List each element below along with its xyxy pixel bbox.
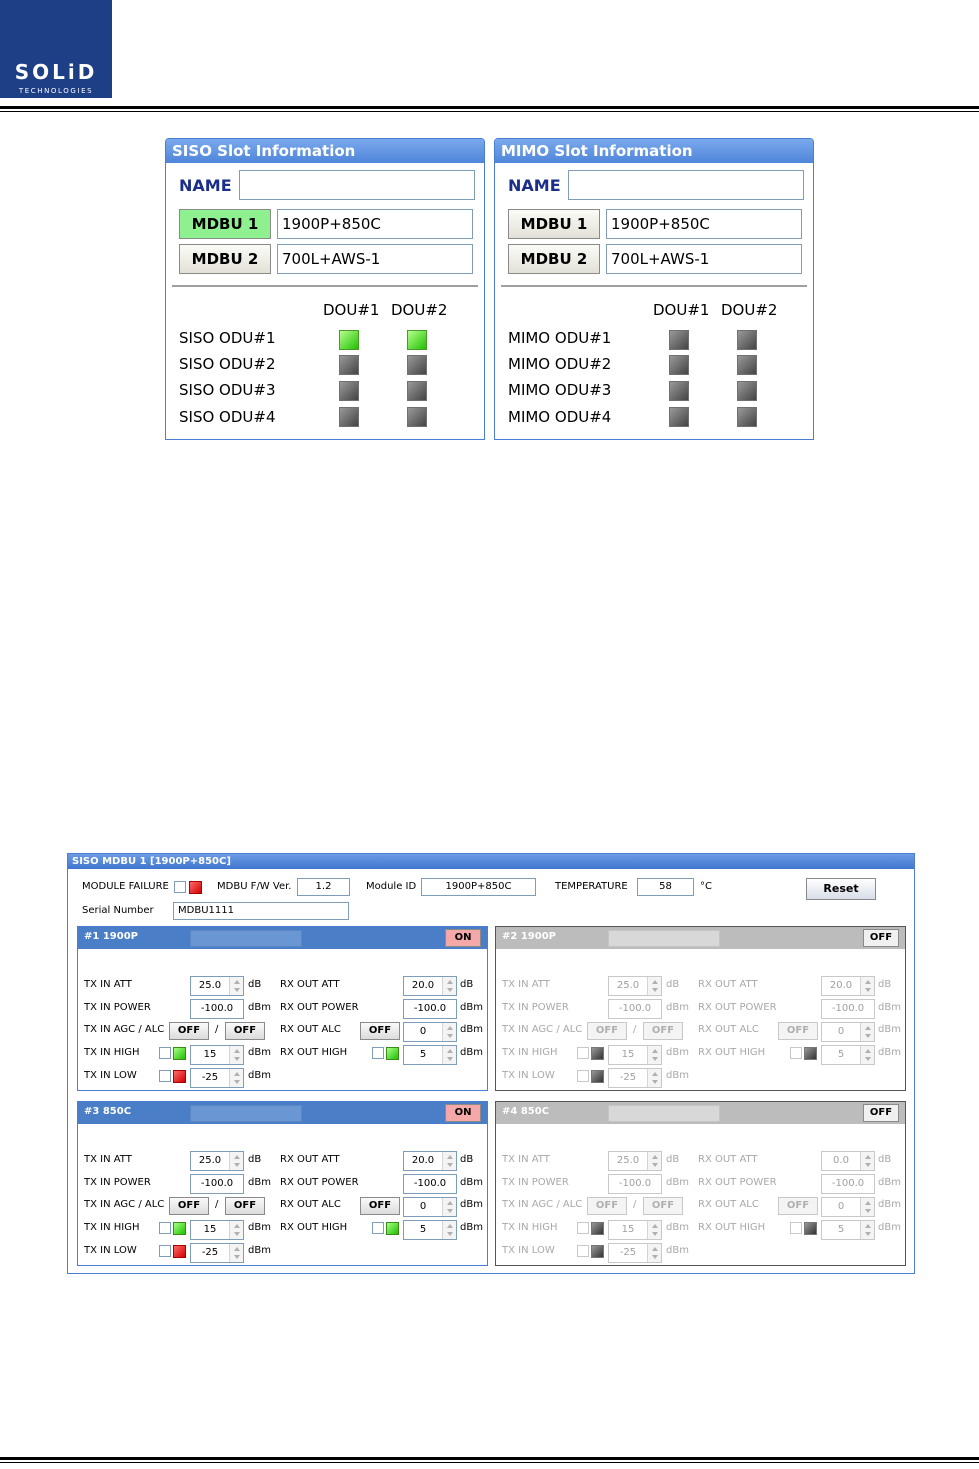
- rx-out-att-spinner[interactable]: 20.0: [403, 1151, 457, 1171]
- mdbu-window-title: SISO MDBU 1 [1900P+850C]: [68, 854, 914, 869]
- footer-rule-thin: [0, 1462, 979, 1463]
- tx-in-low-led: [173, 1070, 186, 1083]
- channel-status-bar: [608, 930, 720, 947]
- tx-in-power-unit: dBm: [666, 1002, 689, 1013]
- siso-separator: [172, 285, 478, 287]
- channel-title: #4 850C: [502, 1106, 550, 1117]
- rx-out-power-label: RX OUT POWER: [280, 1177, 359, 1188]
- tx-in-power-label: TX IN POWER: [502, 1002, 569, 1013]
- agc-alc-separator: /: [215, 1024, 219, 1035]
- tx-in-low-spinner[interactable]: -25: [608, 1068, 662, 1088]
- rx-out-power-unit: dBm: [460, 1177, 483, 1188]
- tx-in-high-led: [173, 1222, 186, 1235]
- tx-in-low-led: [591, 1070, 604, 1083]
- tx-in-power-field: -100.0: [190, 1174, 244, 1194]
- rx-out-alc-label: RX OUT ALC: [698, 1024, 759, 1035]
- siso-odu2-dou1-led: [339, 355, 359, 375]
- tx-in-power-label: TX IN POWER: [84, 1002, 151, 1013]
- temperature-field[interactable]: 58: [637, 878, 694, 896]
- tx-in-low-spinner[interactable]: -25: [190, 1243, 244, 1263]
- tx-in-high-label: TX IN HIGH: [502, 1222, 558, 1233]
- rx-out-alc-button[interactable]: OFF: [360, 1197, 400, 1215]
- mimo-slot-panel: [494, 138, 814, 440]
- tx-in-power-field: -100.0: [608, 999, 662, 1019]
- siso-odu-label: SISO ODU#1: [179, 329, 276, 347]
- siso-name-field[interactable]: [239, 170, 475, 200]
- siso-name-label: NAME: [179, 175, 232, 195]
- rx-out-high-led: [804, 1222, 817, 1235]
- rx-out-att-unit: dB: [460, 979, 474, 990]
- tx-in-att-label: TX IN ATT: [84, 1154, 132, 1165]
- tx-in-agc-button[interactable]: OFF: [169, 1022, 209, 1040]
- mimo-odu3-dou1-led: [669, 381, 689, 401]
- tx-in-low-label: TX IN LOW: [84, 1070, 137, 1081]
- mimo-odu4-dou2-led: [737, 407, 757, 427]
- siso-odu3-dou2-led: [407, 381, 427, 401]
- tx-in-high-unit: dBm: [248, 1222, 271, 1233]
- rx-out-alc-label: RX OUT ALC: [280, 1199, 341, 1210]
- tx-in-high-led: [591, 1222, 604, 1235]
- tx-in-high-spinner[interactable]: 15: [190, 1220, 244, 1240]
- rx-out-power-label: RX OUT POWER: [698, 1177, 777, 1188]
- tx-in-low-label: TX IN LOW: [502, 1070, 555, 1081]
- rx-out-high-label: RX OUT HIGH: [698, 1222, 766, 1233]
- rx-out-alc-unit: dBm: [460, 1024, 483, 1035]
- logo-text: SOLiD: [14, 60, 98, 84]
- mimo-odu-label: MIMO ODU#2: [508, 355, 612, 373]
- mimo-slot-title: MIMO Slot Information: [495, 139, 813, 163]
- tx-in-high-unit: dBm: [666, 1047, 689, 1058]
- tx-in-high-spinner[interactable]: 15: [608, 1045, 662, 1065]
- rx-out-alc-button[interactable]: OFF: [778, 1022, 818, 1040]
- rx-out-alc-spinner[interactable]: 0: [403, 1197, 457, 1217]
- tx-in-high-checkbox[interactable]: [159, 1047, 171, 1059]
- tx-in-power-field: -100.0: [608, 1174, 662, 1194]
- rx-out-att-spinner[interactable]: 0.0: [821, 1151, 875, 1171]
- rx-out-alc-unit: dBm: [878, 1199, 901, 1210]
- tx-in-att-spinner[interactable]: 25.0: [608, 1151, 662, 1171]
- rx-out-power-unit: dBm: [460, 1002, 483, 1013]
- temperature-label: TEMPERATURE: [555, 881, 628, 892]
- module-id-label: Module ID: [366, 881, 417, 892]
- rx-out-att-label: RX OUT ATT: [698, 1154, 758, 1165]
- tx-in-low-spinner[interactable]: -25: [190, 1068, 244, 1088]
- mimo-dou1-header: DOU#1: [653, 301, 710, 319]
- rx-out-high-unit: dBm: [460, 1047, 483, 1058]
- rx-out-high-label: RX OUT HIGH: [280, 1047, 348, 1058]
- tx-in-alc-button[interactable]: OFF: [225, 1197, 265, 1215]
- tx-in-high-spinner[interactable]: 15: [608, 1220, 662, 1240]
- rx-out-high-checkbox[interactable]: [372, 1222, 384, 1234]
- mimo-odu2-dou2-led: [737, 355, 757, 375]
- rx-out-power-field: -100.0: [821, 1174, 875, 1194]
- temperature-unit: °C: [700, 881, 712, 892]
- rx-out-high-led: [386, 1222, 399, 1235]
- rx-out-alc-label: RX OUT ALC: [698, 1199, 759, 1210]
- tx-in-high-label: TX IN HIGH: [502, 1047, 558, 1058]
- rx-out-att-spinner[interactable]: 20.0: [821, 976, 875, 996]
- mimo-dou2-header: DOU#2: [721, 301, 778, 319]
- module-failure-led: [189, 881, 202, 894]
- tx-in-high-checkbox[interactable]: [577, 1222, 589, 1234]
- mimo-odu4-dou1-led: [669, 407, 689, 427]
- siso-slot-title: SISO Slot Information: [166, 139, 484, 163]
- tx-in-low-label: TX IN LOW: [84, 1245, 137, 1256]
- tx-in-power-unit: dBm: [248, 1002, 271, 1013]
- siso-dou1-header: DOU#1: [323, 301, 380, 319]
- rx-out-high-unit: dBm: [878, 1047, 901, 1058]
- tx-in-att-spinner[interactable]: 25.0: [190, 976, 244, 996]
- rx-out-high-checkbox[interactable]: [790, 1222, 802, 1234]
- rx-out-att-spinner[interactable]: 20.0: [403, 976, 457, 996]
- tx-in-agc-alc-label: TX IN AGC / ALC: [502, 1024, 583, 1035]
- rx-out-high-spinner[interactable]: 5: [821, 1220, 875, 1240]
- mimo-odu-label: MIMO ODU#1: [508, 329, 612, 347]
- mimo-odu2-dou1-led: [669, 355, 689, 375]
- tx-in-high-unit: dBm: [248, 1047, 271, 1058]
- reset-button[interactable]: Reset: [806, 878, 876, 900]
- tx-in-power-unit: dBm: [666, 1177, 689, 1188]
- fw-version-field[interactable]: 1.2: [297, 878, 350, 896]
- siso-mdbu1-field[interactable]: 1900P+850C: [277, 209, 473, 239]
- rx-out-alc-label: RX OUT ALC: [280, 1024, 341, 1035]
- tx-in-att-label: TX IN ATT: [502, 1154, 550, 1165]
- mdbu-detail-window: [67, 853, 915, 1274]
- mimo-name-label: NAME: [508, 175, 561, 195]
- tx-in-att-unit: dB: [666, 979, 680, 990]
- rx-out-att-unit: dB: [878, 979, 892, 990]
- tx-in-low-checkbox[interactable]: [577, 1245, 589, 1257]
- mimo-odu3-dou2-led: [737, 381, 757, 401]
- mimo-name-field[interactable]: [568, 170, 804, 200]
- rx-out-power-unit: dBm: [878, 1177, 901, 1188]
- mimo-separator: [501, 285, 807, 287]
- tx-in-low-led: [591, 1245, 604, 1258]
- tx-in-att-unit: dB: [666, 1154, 680, 1165]
- tx-in-low-led: [173, 1245, 186, 1258]
- mimo-mdbu2-button[interactable]: MDBU 2: [508, 244, 600, 274]
- rx-out-att-label: RX OUT ATT: [280, 979, 340, 990]
- channel-title: #3 850C: [84, 1106, 132, 1117]
- company-logo: [0, 0, 112, 98]
- channel-status-bar: [608, 1105, 720, 1122]
- siso-odu4-dou1-led: [339, 407, 359, 427]
- mimo-odu-label: MIMO ODU#3: [508, 381, 612, 399]
- siso-dou2-header: DOU#2: [391, 301, 448, 319]
- rx-out-alc-button[interactable]: OFF: [778, 1197, 818, 1215]
- mimo-mdbu1-button[interactable]: MDBU 1: [508, 209, 600, 239]
- channel-title: #2 1900P: [502, 931, 556, 942]
- module-id-field[interactable]: 1900P+850C: [421, 878, 536, 896]
- tx-in-att-unit: dB: [248, 979, 262, 990]
- tx-in-low-checkbox[interactable]: [577, 1070, 589, 1082]
- tx-in-alc-button[interactable]: OFF: [225, 1022, 265, 1040]
- tx-in-high-spinner[interactable]: 15: [190, 1045, 244, 1065]
- rx-out-high-unit: dBm: [460, 1222, 483, 1233]
- siso-odu2-dou2-led: [407, 355, 427, 375]
- channel-panel-header: [496, 927, 905, 949]
- tx-in-agc-button[interactable]: OFF: [587, 1197, 627, 1215]
- fw-version-label: MDBU F/W Ver.: [217, 881, 292, 892]
- tx-in-low-checkbox[interactable]: [159, 1070, 171, 1082]
- channel-status-bar: [190, 1105, 302, 1122]
- channel-title: #1 1900P: [84, 931, 138, 942]
- tx-in-alc-button[interactable]: OFF: [643, 1022, 683, 1040]
- serial-number-label: Serial Number: [82, 905, 154, 916]
- rx-out-high-spinner[interactable]: 5: [403, 1220, 457, 1240]
- channel-power-toggle[interactable]: ON: [445, 1104, 481, 1122]
- rx-out-power-label: RX OUT POWER: [280, 1002, 359, 1013]
- module-failure-checkbox[interactable]: [174, 881, 186, 893]
- tx-in-low-label: TX IN LOW: [502, 1245, 555, 1256]
- rx-out-alc-spinner[interactable]: 0: [403, 1022, 457, 1042]
- rx-out-alc-unit: dBm: [460, 1199, 483, 1210]
- tx-in-high-label: TX IN HIGH: [84, 1222, 140, 1233]
- tx-in-low-spinner[interactable]: -25: [608, 1243, 662, 1263]
- tx-in-power-unit: dBm: [248, 1177, 271, 1188]
- siso-odu-label: SISO ODU#2: [179, 355, 276, 373]
- tx-in-low-unit: dBm: [248, 1245, 271, 1256]
- tx-in-att-spinner[interactable]: 25.0: [190, 1151, 244, 1171]
- tx-in-agc-button[interactable]: OFF: [169, 1197, 209, 1215]
- rx-out-high-label: RX OUT HIGH: [698, 1047, 766, 1058]
- tx-in-alc-button[interactable]: OFF: [643, 1197, 683, 1215]
- siso-mdbu2-field[interactable]: 700L+AWS-1: [277, 244, 473, 274]
- rx-out-alc-unit: dBm: [878, 1024, 901, 1035]
- mimo-odu1-dou2-led: [737, 330, 757, 350]
- agc-alc-separator: /: [215, 1199, 219, 1210]
- agc-alc-separator: /: [633, 1199, 637, 1210]
- tx-in-att-spinner[interactable]: 25.0: [608, 976, 662, 996]
- rx-out-alc-spinner[interactable]: 0: [821, 1197, 875, 1217]
- channel-power-toggle[interactable]: OFF: [863, 1104, 899, 1122]
- agc-alc-separator: /: [633, 1024, 637, 1035]
- tx-in-agc-alc-label: TX IN AGC / ALC: [84, 1199, 165, 1210]
- rx-out-high-led: [804, 1047, 817, 1060]
- rx-out-high-checkbox[interactable]: [790, 1047, 802, 1059]
- tx-in-high-unit: dBm: [666, 1222, 689, 1233]
- tx-in-high-checkbox[interactable]: [159, 1222, 171, 1234]
- rx-out-power-field: -100.0: [403, 999, 457, 1019]
- rx-out-att-unit: dB: [878, 1154, 892, 1165]
- rx-out-high-led: [386, 1047, 399, 1060]
- siso-odu-label: SISO ODU#4: [179, 408, 276, 426]
- channel-panel-header: [496, 1102, 905, 1124]
- module-failure-label: MODULE FAILURE: [82, 881, 169, 892]
- header-rule: [0, 106, 979, 109]
- tx-in-high-led: [591, 1047, 604, 1060]
- channel-panel-header: [78, 1102, 487, 1124]
- siso-mdbu2-button[interactable]: MDBU 2: [179, 244, 271, 274]
- tx-in-high-label: TX IN HIGH: [84, 1047, 140, 1058]
- siso-slot-panel: [165, 138, 485, 440]
- siso-odu4-dou2-led: [407, 407, 427, 427]
- tx-in-att-label: TX IN ATT: [502, 979, 550, 990]
- tx-in-power-label: TX IN POWER: [84, 1177, 151, 1188]
- tx-in-low-unit: dBm: [666, 1245, 689, 1256]
- channel-power-toggle[interactable]: ON: [445, 929, 481, 947]
- tx-in-high-led: [173, 1047, 186, 1060]
- rx-out-alc-button[interactable]: OFF: [360, 1022, 400, 1040]
- tx-in-power-label: TX IN POWER: [502, 1177, 569, 1188]
- logo-subtext: TECHNOLOGIES: [18, 87, 94, 95]
- footer-rule: [0, 1457, 979, 1460]
- tx-in-high-checkbox[interactable]: [577, 1047, 589, 1059]
- serial-number-field[interactable]: MDBU1111: [173, 902, 349, 920]
- tx-in-low-unit: dBm: [248, 1070, 271, 1081]
- channel-panel-header: [78, 927, 487, 949]
- rx-out-power-field: -100.0: [821, 999, 875, 1019]
- channel-status-bar: [190, 930, 302, 947]
- tx-in-agc-alc-label: TX IN AGC / ALC: [84, 1024, 165, 1035]
- tx-in-power-field: -100.0: [190, 999, 244, 1019]
- channel-panel-1: [77, 926, 488, 1091]
- mimo-mdbu2-field[interactable]: 700L+AWS-1: [606, 244, 802, 274]
- tx-in-agc-alc-label: TX IN AGC / ALC: [502, 1199, 583, 1210]
- rx-out-att-unit: dB: [460, 1154, 474, 1165]
- channel-panel-3: [77, 1101, 488, 1266]
- rx-out-att-label: RX OUT ATT: [698, 979, 758, 990]
- siso-odu-label: SISO ODU#3: [179, 381, 276, 399]
- rx-out-high-label: RX OUT HIGH: [280, 1222, 348, 1233]
- rx-out-high-spinner[interactable]: 5: [821, 1045, 875, 1065]
- rx-out-att-label: RX OUT ATT: [280, 1154, 340, 1165]
- tx-in-att-unit: dB: [248, 1154, 262, 1165]
- tx-in-att-label: TX IN ATT: [84, 979, 132, 990]
- rx-out-high-unit: dBm: [878, 1222, 901, 1233]
- rx-out-high-checkbox[interactable]: [372, 1047, 384, 1059]
- rx-out-power-unit: dBm: [878, 1002, 901, 1013]
- siso-mdbu1-button[interactable]: MDBU 1: [179, 209, 271, 239]
- siso-odu3-dou1-led: [339, 381, 359, 401]
- rx-out-alc-spinner[interactable]: 0: [821, 1022, 875, 1042]
- siso-odu1-dou2-led: [407, 330, 427, 350]
- tx-in-low-checkbox[interactable]: [159, 1245, 171, 1257]
- tx-in-agc-button[interactable]: OFF: [587, 1022, 627, 1040]
- rx-out-high-spinner[interactable]: 5: [403, 1045, 457, 1065]
- mimo-odu-label: MIMO ODU#4: [508, 408, 612, 426]
- channel-panel-2: [495, 926, 906, 1091]
- siso-odu1-dou1-led: [339, 330, 359, 350]
- mimo-odu1-dou1-led: [669, 330, 689, 350]
- channel-panel-4: [495, 1101, 906, 1266]
- header-rule-thin: [0, 111, 979, 112]
- tx-in-low-unit: dBm: [666, 1070, 689, 1081]
- channel-power-toggle[interactable]: OFF: [863, 929, 899, 947]
- rx-out-power-field: -100.0: [403, 1174, 457, 1194]
- mimo-mdbu1-field[interactable]: 1900P+850C: [606, 209, 802, 239]
- rx-out-power-label: RX OUT POWER: [698, 1002, 777, 1013]
